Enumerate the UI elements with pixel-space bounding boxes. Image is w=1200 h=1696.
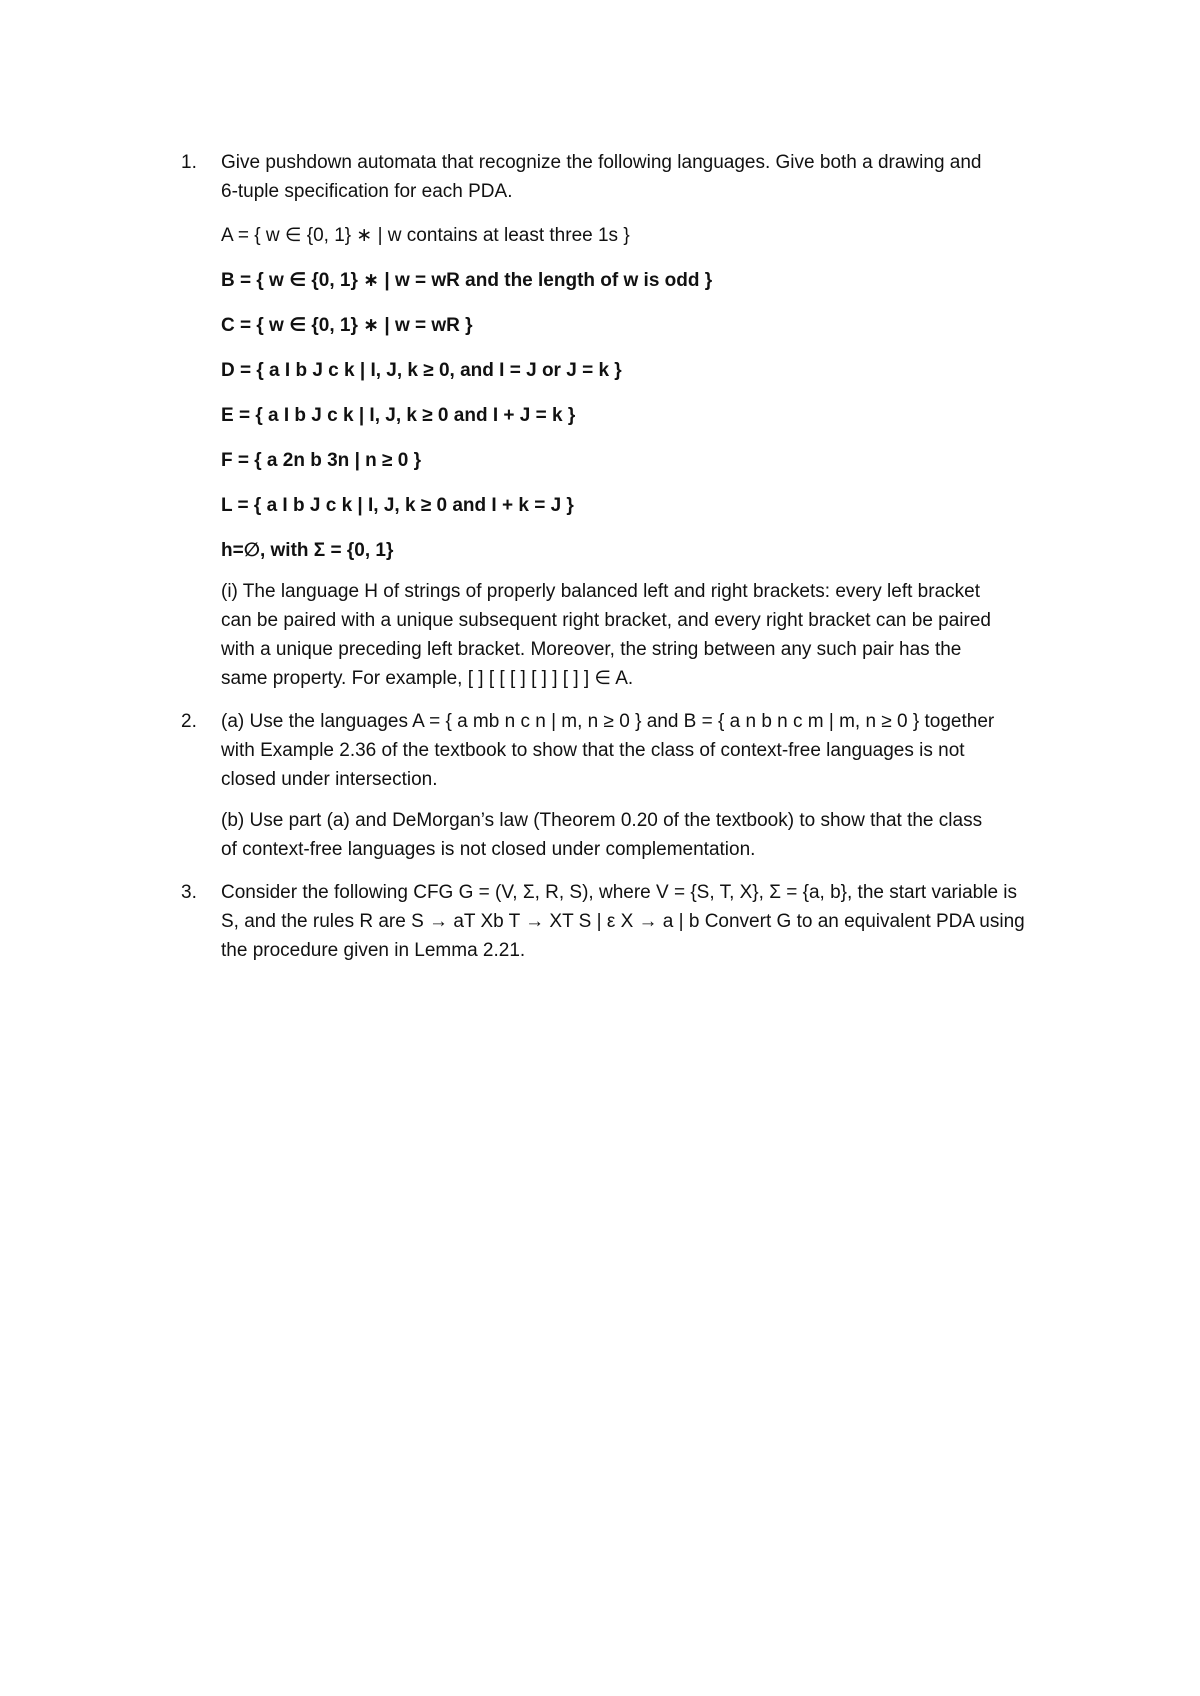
question-3-line-3: the procedure given in Lemma 2.21. <box>221 940 526 961</box>
question-2-number: 2. <box>181 711 197 732</box>
question-2-part-a-line-1: (a) Use the languages A = { a mb n c n | m, n ≥ 0 } and B = { a n b n c m | m, n ≥ 0 } together <box>221 711 995 732</box>
question-2-part-b <box>221 806 1081 864</box>
question-1-intro-line-1: Give pushdown automata that recognize the following languages. Give both a drawing and <box>221 152 982 173</box>
question-2-part-b-line-2: of context-free languages is not closed under complementation. <box>221 839 756 860</box>
question-3 <box>181 878 1081 965</box>
language-a: A = { w ∈ {0, 1} ∗ | w contains at least three 1s } <box>221 225 630 246</box>
part-i-line-4: same property. For example, [ ] [ [ [ ] [ ] ] [ ] ] ∈ A. <box>221 668 634 689</box>
language-l: L = { a I b J c k | I, J, k ≥ 0 and I + k = J } <box>221 495 574 516</box>
language-e: E = { a I b J c k | I, J, k ≥ 0 and I + J = k } <box>221 405 576 426</box>
document-content <box>181 148 1081 965</box>
language-c: C = { w ∈ {0, 1} ∗ | w = wR } <box>221 315 473 336</box>
question-1 <box>181 148 1081 693</box>
question-2 <box>181 707 1081 864</box>
question-3-line-1: Consider the following CFG G = (V, Σ, R, S), where V = {S, T, X}, Σ = {a, b}, the start variable is <box>221 882 1018 903</box>
part-i-line-1: (i) The language H of strings of properly balanced left and right brackets: every left bracket <box>221 581 980 602</box>
question-1-intro-line-2: 6-tuple specification for each PDA. <box>221 181 513 202</box>
language-d: D = { a I b J c k | I, J, k ≥ 0, and I = J or J = k } <box>221 360 622 381</box>
question-3-number: 3. <box>181 882 197 903</box>
question-1-part-i <box>221 577 1081 693</box>
question-2-part-b-line-1: (b) Use part (a) and DeMorgan’s law (Theorem 0.20 of the textbook) to show that the class <box>221 810 983 831</box>
question-2-part-a-line-2: with Example 2.36 of the textbook to show that the class of context-free languages is not <box>221 740 965 761</box>
question-1-number: 1. <box>181 152 197 173</box>
part-i-line-3: with a unique preceding left bracket. Moreover, the string between any such pair has the <box>221 639 962 660</box>
language-f: F = { a 2n b 3n | n ≥ 0 } <box>221 450 421 471</box>
language-h: h=∅, with Σ = {0, 1} <box>221 540 394 561</box>
language-b: B = { w ∈ {0, 1} ∗ | w = wR and the length of w is odd } <box>221 270 713 291</box>
question-3-line-2: S, and the rules R are S → aT Xb T → XT S | ε X → a | b Convert G to an equivalent PDA using <box>221 911 1025 932</box>
part-i-line-2: can be paired with a unique subsequent right bracket, and every right bracket can be paired <box>221 610 991 631</box>
question-2-part-a-line-3: closed under intersection. <box>221 769 438 790</box>
